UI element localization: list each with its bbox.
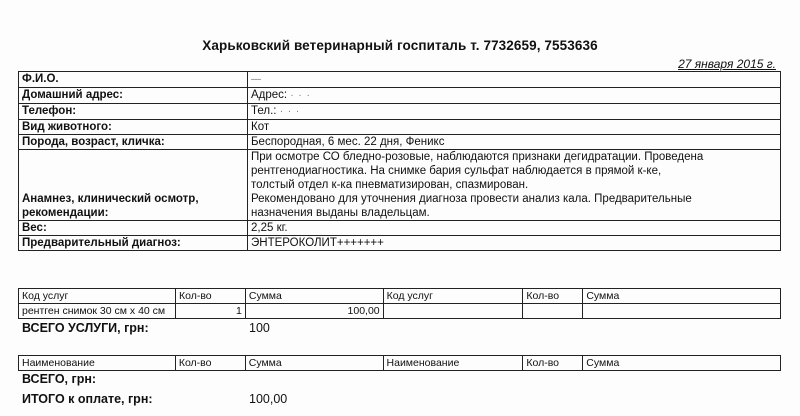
species-value: Кот [248, 120, 781, 135]
column-header: Кол-во [523, 289, 583, 304]
address-label: Домашний адрес: [19, 88, 248, 104]
column-header: Наименование [383, 356, 523, 371]
redacted-text: · · · [290, 90, 311, 101]
fio-value [248, 72, 781, 88]
service-qty-cell: 1 [175, 304, 245, 319]
diagnosis-value: ЭНТЕРОКОЛИТ+++++++ [248, 236, 781, 251]
table-row [19, 150, 781, 221]
column-header: Наименование [19, 356, 176, 371]
service-qty-cell [523, 304, 583, 319]
table-row [19, 221, 781, 236]
breed-value: Беспородная, 6 мес. 22 дня, Феникс [248, 135, 781, 150]
services-total-value: 100 [249, 321, 270, 335]
clinic-title: Харьковский ветеринарный госпиталь т. 7732659, 7553636 [202, 38, 598, 53]
phone-label: Телефон: [19, 104, 248, 120]
payable-label: ИТОГО к оплате, грн: [22, 392, 153, 406]
table-row [19, 88, 781, 104]
services-table [18, 288, 781, 319]
column-header: Сумма [245, 356, 383, 371]
payable-value: 100,00 [249, 392, 288, 406]
document-date: 27 января 2015 г. [678, 57, 776, 71]
column-header: Код услуг [19, 289, 176, 304]
column-header: Кол-во [175, 289, 245, 304]
goods-total-label: ВСЕГО, грн: [22, 372, 97, 386]
phone-value: Тел.: · · · [248, 104, 781, 120]
anamnesis-value: При осмотре СО бледно-розовые, наблюдаются признаки дегидратации. Проведена рентгенодиагностика. На снимке бария сульфат наблюдается в прямой к-ке, толстый отдел к-ка пневматизирован, спазмирован. Рекомендовано для уточнения диагноза провести анализ кала. Предварительные назначения выданы владельцам. [248, 150, 781, 221]
table-header-row [19, 356, 781, 371]
column-header: Кол-во [523, 356, 583, 371]
weight-label: Вес: [19, 221, 248, 236]
diagnosis-label: Предварительный диагноз: [19, 236, 248, 251]
patient-table [18, 71, 781, 251]
service-code-cell: рентген снимок 30 см х 40 см [19, 304, 176, 319]
column-header: Сумма [583, 356, 781, 371]
table-row [19, 104, 781, 120]
table-header-row [19, 289, 781, 304]
column-header: Кол-во [175, 356, 245, 371]
service-sum-cell: 100,00 [245, 304, 383, 319]
goods-table [18, 355, 781, 371]
fio-label: Ф.И.О. [19, 72, 248, 88]
redacted-text: · · · [279, 106, 301, 117]
service-sum-cell [583, 304, 781, 319]
table-row [19, 236, 781, 251]
table-row [19, 304, 781, 319]
column-header: Код услуг [383, 289, 523, 304]
weight-value: 2,25 кг. [248, 221, 781, 236]
services-total-label: ВСЕГО УСЛУГИ, грн: [22, 321, 149, 335]
table-row [19, 135, 781, 150]
column-header: Сумма [583, 289, 781, 304]
service-code-cell [383, 304, 523, 319]
species-label: Вид животного: [19, 120, 248, 135]
table-row [19, 72, 781, 88]
anamnesis-label: Анамнез, клинический осмотр, рекомендации: [19, 150, 248, 221]
address-value: Адрес: · · · [248, 88, 781, 104]
redacted-text: — [251, 74, 262, 85]
table-row [19, 120, 781, 135]
breed-label: Порода, возраст, кличка: [19, 135, 248, 150]
column-header: Сумма [245, 289, 383, 304]
